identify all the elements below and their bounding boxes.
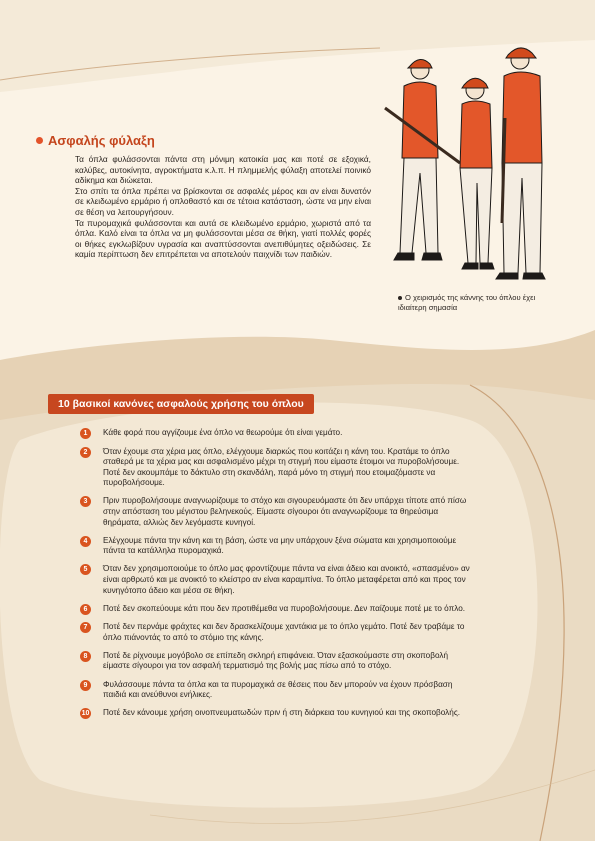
paragraph: Στο σπίτι τα όπλα πρέπει να βρίσκονται σε ασφαλές μέρος και αν είναι δυνατόν σε κλειδωμένο ερμάριο ή οπλοθαστό και σε τέτοια κατάσταση, ώστε να μην είναι σε θέση να λειτουργήσουν.	[75, 185, 371, 217]
list-item	[80, 651, 475, 672]
rule-text: Ελέγχουμε πάντα την κάνη και τη βάση, ώστε να μην υπάρχουν ξένα σώματα και χρησιμοποιούμε πάντα τα κατάλληλα πυρομαχικά.	[103, 535, 457, 556]
rule-text: Όταν δεν χρησιμοποιούμε το όπλο μας φροντίζουμε πάντα να είναι άδειο και ανοικτό, «σπασμένο» αν είναι αρθρωτό και με ανοικτό το κλείστρο αν είναι καραμπίνα. Το όπλο μεταφέρεται από και προς τον κυνηγότοπο άδειο και μέσα σε θήκη.	[103, 564, 470, 595]
illustration-caption	[398, 293, 548, 313]
hunters-illustration	[380, 38, 565, 288]
rule-text: Ποτέ δε ρίχνουμε μογόβολο σε επίπεδη σκληρή επιφάνεια. Όταν εξασκούμαστε στη σκοποβολή είμαστε σίγουροι για τον ασφαλή τερματισμό της βολής μας πίσω από το στόχο.	[103, 650, 448, 671]
section-title-text: Ασφαλής φύλαξη	[48, 133, 155, 148]
rule-text: Πριν πυροβολήσουμε αναγνωρίζουμε το στόχο και σιγουρευόμαστε ότι δεν υπάρχει τίποτε από πίσω στην απόσταση του μέγιστου βεληνεκούς. Είμαστε σίγουροι ότι αναγνωρίζουμε τα θηρεύσιμα θηράματα, αλλιώς δεν λεγόμαστε κυνηγοί.	[103, 496, 467, 527]
list-item	[80, 496, 475, 528]
rule-text: Ποτέ δεν σκοπεύουμε κάτι που δεν προτιθέμεθα να πυροβολήσουμε. Δεν παίζουμε ποτέ με το όπλο.	[103, 603, 466, 613]
rule-number: 6	[80, 604, 91, 615]
rule-text: Φυλάσσουμε πάντα τα όπλα και τα πυρομαχικά σε θέσεις που δεν μπορούν να έχουν πρόσβαση παιδιά και ανεύθυνοι ενήλικες.	[103, 679, 453, 700]
list-item	[80, 622, 475, 643]
rule-text: Ποτέ δεν περνάμε φράχτες και δεν δρασκελίζουμε χαντάκια με το όπλο γεμάτο. Ποτέ δεν τραβάμε το όπλο πιάνοντάς το από το στόμιο της κάνης.	[103, 622, 465, 642]
bullet-icon	[398, 296, 402, 300]
rule-text: Ποτέ δεν κάνουμε χρήση οινοπνευματωδών πριν ή στη διάρκεια του κυνηγιού και της σκοποβολής.	[103, 708, 461, 718]
rule-number: 4	[80, 536, 91, 547]
bullet-icon	[36, 137, 43, 144]
rule-number: 1	[80, 428, 91, 439]
paragraph: Τα πυρομαχικά φυλάσσονται και αυτά σε κλειδωμένο ερμάριο, χωριστά από τα όπλα. Καλό είναι τα όπλα να μη φυλάσσονται μέσα σε θήκη, γιατί πολλές φορές οι θήκες εγκλωβίζουν υγρασία και αναπτύσσονται ανεπιθύμητες οξειδώσεις. Σε καμία περίπτωση δεν επιτρέπεται να αποτελούν παιχνίδι των παιδιών.	[75, 217, 371, 260]
list-item	[80, 604, 475, 615]
paragraph: Τα όπλα φυλάσσονται πάντα στη μόνιμη κατοικία μας και ποτέ σε εξοχικά, καλύβες, αυτοκίνητα, αγροκτήματα κ.λ.π. Η πλημμελής φύλαξη αποτελεί ποινικό αδίκημα και διώκεται.	[75, 154, 371, 186]
rule-number: 5	[80, 564, 91, 575]
rules-list	[80, 428, 475, 727]
list-item	[80, 708, 475, 719]
list-item	[80, 536, 475, 557]
rule-text: Όταν έχουμε στα χέρια μας όπλο, ελέγχουμε διαρκώς που κοιτάζει η κάνη του. Κρατάμε το όπλο σταθερά με τα χέρια μας και ασφαλισμένο μέχρι τη στιγμή που είμαστε έτοιμοι να πυροβολήσουμε. Ποτέ δεν ακουμπάμε το δάκτυλο στη σκανδάλη, παρά μόνο τη στιγμή που ετοιμαζόμαστε να πυροβολήσουμε.	[103, 446, 460, 488]
rule-number: 10	[81, 710, 90, 718]
rule-number: 2	[80, 447, 91, 458]
caption-text: Ο χειρισμός της κάννης του όπλου έχει ιδιαίτερη σημασία	[398, 293, 536, 312]
rule-number: 3	[80, 496, 91, 507]
section-title-safe-storage	[36, 133, 155, 148]
list-item	[80, 564, 475, 596]
rules-heading: 10 βασικοί κανόνες ασφαλούς χρήσης του όπλου	[48, 394, 314, 414]
list-item	[80, 428, 475, 439]
list-item	[80, 680, 475, 701]
rule-number: 9	[80, 680, 91, 691]
section-body	[75, 154, 371, 260]
list-item	[80, 447, 475, 489]
rule-number: 7	[80, 622, 91, 633]
rule-text: Κάθε φορά που αγγίζουμε ένα όπλο να θεωρούμε ότι είναι γεμάτο.	[103, 428, 343, 437]
rule-number: 8	[80, 651, 91, 662]
